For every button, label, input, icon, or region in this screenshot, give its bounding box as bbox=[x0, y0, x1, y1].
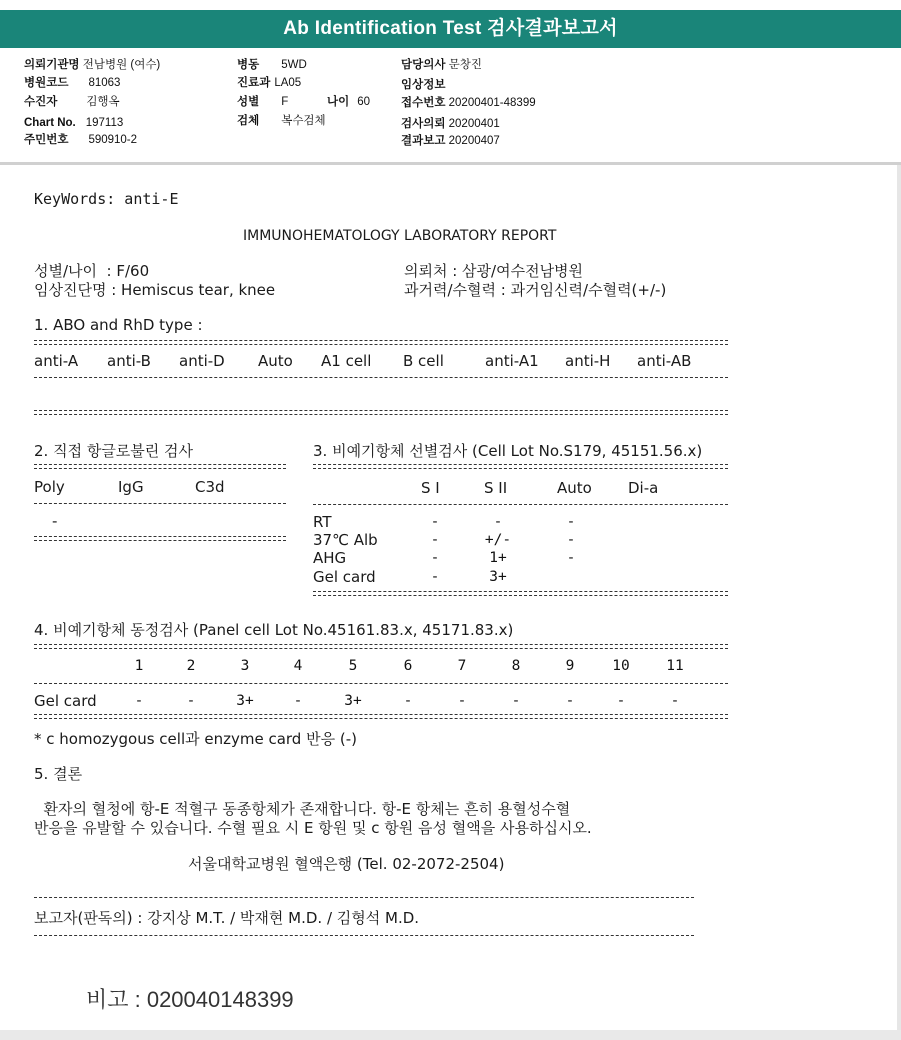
resident-value: 590910-2 bbox=[88, 134, 138, 146]
panel-col-2: 2 bbox=[186, 658, 196, 674]
panel-value-11: - bbox=[670, 693, 680, 709]
screen-header-s1: S I bbox=[421, 479, 440, 497]
panel-value-4: - bbox=[293, 693, 303, 709]
single-rule bbox=[34, 897, 694, 898]
request-row bbox=[401, 117, 500, 131]
panel-col-10: 10 bbox=[612, 658, 630, 674]
ward-label: 병동 bbox=[237, 59, 260, 71]
blood-bank-line: 서울대학교병원 혈액은행 (Tel. 02-2072-2504) bbox=[188, 855, 505, 873]
specimen-label: 검체 bbox=[237, 115, 260, 127]
single-rule bbox=[34, 377, 728, 378]
hospital-code-value: 81063 bbox=[88, 77, 121, 89]
screen-header-s2: S II bbox=[484, 479, 508, 497]
section5-title: 5. 결론 bbox=[34, 765, 83, 783]
double-rule bbox=[34, 410, 728, 415]
abo-header-a1-cell: A1 cell bbox=[321, 352, 372, 370]
receipt-label: 접수번호 bbox=[401, 97, 446, 109]
double-rule bbox=[34, 644, 728, 649]
hospital-code-row bbox=[24, 76, 120, 90]
screen-cell: - bbox=[566, 550, 576, 566]
panel-note: * c homozygous cell과 enzyme card 반응 (-) bbox=[34, 730, 357, 748]
chart-label: Chart No. bbox=[24, 117, 76, 129]
abo-header-anti-b: anti-B bbox=[107, 352, 151, 370]
double-rule bbox=[34, 340, 728, 345]
doctor-row bbox=[401, 58, 482, 72]
patient-label: 수진자 bbox=[24, 96, 58, 108]
screen-header-auto: Auto bbox=[557, 479, 592, 497]
single-rule bbox=[34, 935, 694, 936]
panel-value-2: - bbox=[186, 693, 196, 709]
chart-value: 197113 bbox=[85, 117, 124, 129]
panel-value-7: - bbox=[457, 693, 467, 709]
ward-row bbox=[237, 58, 307, 72]
result-row bbox=[401, 134, 500, 148]
diagnosis-line: 임상진단명 : Hemiscus tear, knee bbox=[34, 281, 276, 299]
lab-report-title: IMMUNOHEMATOLOGY LABORATORY REPORT bbox=[243, 228, 557, 244]
institution-value: 전남병원 (여수) bbox=[82, 59, 161, 71]
abo-header-anti-a: anti-A bbox=[34, 352, 79, 370]
conclusion-line-2: 반응을 유발할 수 있습니다. 수혈 필요 시 E 항원 및 c 항원 음성 혈액을 사용하십시오. bbox=[34, 819, 592, 837]
sex-value: F bbox=[281, 96, 289, 108]
screen-cell: - bbox=[493, 514, 503, 530]
receipt-value: 20200401-48399 bbox=[448, 97, 536, 109]
hospital-code-label: 병원코드 bbox=[24, 77, 69, 89]
screen-header-dia: Di-a bbox=[628, 479, 659, 497]
screen-cell: 1+ bbox=[489, 550, 507, 566]
screen-cell: +/- bbox=[484, 532, 512, 548]
chart-row bbox=[24, 116, 123, 130]
institution-row bbox=[24, 58, 160, 72]
specimen-value: 복수검체 bbox=[281, 115, 326, 127]
institution-label: 의뢰기관명 bbox=[24, 59, 80, 71]
dept-row bbox=[237, 76, 301, 90]
right-edge bbox=[897, 165, 901, 1040]
abo-header-auto: Auto bbox=[258, 352, 293, 370]
panel-col-4: 4 bbox=[293, 658, 303, 674]
panel-col-1: 1 bbox=[134, 658, 144, 674]
keywords: KeyWords: anti-E bbox=[34, 190, 179, 208]
single-rule bbox=[34, 683, 728, 684]
dat-value: - bbox=[52, 512, 58, 530]
single-rule bbox=[313, 504, 728, 505]
sex-row bbox=[237, 95, 288, 109]
reporters-line: 보고자(판독의) : 강지상 M.T. / 박재현 M.D. / 김형석 M.D. bbox=[34, 909, 420, 927]
conclusion-line-1: 환자의 혈청에 항-E 적혈구 동종항체가 존재합니다. 항-E 항체는 흔히 용혈성수혈 bbox=[34, 800, 571, 818]
history-line: 과거력/수혈력 : 과거임신력/수혈력(+/-) bbox=[404, 281, 667, 299]
dept-label: 진료과 bbox=[237, 77, 271, 89]
dat-header-c3d: C3d bbox=[195, 478, 225, 496]
abo-header-anti-h: anti-H bbox=[565, 352, 611, 370]
single-rule bbox=[34, 503, 286, 504]
doctor-value: 문창진 bbox=[448, 59, 482, 71]
section2-title: 2. 직접 항글로불린 검사 bbox=[34, 442, 194, 460]
double-rule bbox=[34, 536, 286, 541]
request-label: 검사의뢰 bbox=[401, 118, 446, 130]
age-label: 나이 bbox=[327, 96, 350, 108]
age-value: 60 bbox=[357, 96, 371, 108]
section3-title: 3. 비예기항체 선별검사 (Cell Lot No.S179, 45151.56.x) bbox=[313, 442, 703, 460]
panel-value-10: - bbox=[616, 693, 626, 709]
report-title: Ab Identification Test 검사결과보고서 bbox=[0, 10, 901, 48]
screen-row-label: 37℃ Alb bbox=[313, 531, 378, 549]
panel-row-label: Gel card bbox=[34, 692, 97, 710]
double-rule bbox=[313, 464, 728, 469]
screen-cell: - bbox=[566, 532, 576, 548]
panel-col-3: 3 bbox=[240, 658, 250, 674]
panel-col-6: 6 bbox=[403, 658, 413, 674]
sex-age-line: 성별/나이 : F/60 bbox=[34, 262, 150, 280]
double-rule bbox=[34, 714, 728, 719]
screen-row-label: Gel card bbox=[313, 568, 376, 586]
patient-row bbox=[24, 95, 120, 109]
panel-col-5: 5 bbox=[348, 658, 358, 674]
panel-col-7: 7 bbox=[457, 658, 467, 674]
referrer-line: 의뢰처 : 삼광/여수전남병원 bbox=[404, 262, 584, 280]
clinical-row bbox=[401, 78, 445, 92]
request-value: 20200401 bbox=[448, 118, 500, 130]
double-rule bbox=[34, 464, 286, 469]
dept-value: LA05 bbox=[274, 77, 302, 89]
screen-row-label: AHG bbox=[313, 549, 347, 567]
section1-title: 1. ABO and RhD type : bbox=[34, 316, 203, 334]
screen-row-label: RT bbox=[313, 513, 332, 531]
section4-title: 4. 비예기항체 동정검사 (Panel cell Lot No.45161.83.x, 45171.83.x) bbox=[34, 621, 514, 639]
remark-line: 비고 : 020040148399 bbox=[86, 987, 294, 1012]
age-row bbox=[327, 95, 370, 109]
screen-cell: - bbox=[566, 514, 576, 530]
screen-cell: - bbox=[430, 514, 440, 530]
panel-value-6: - bbox=[403, 693, 413, 709]
panel-value-5: 3+ bbox=[344, 693, 362, 709]
panel-value-9: - bbox=[565, 693, 575, 709]
header-divider bbox=[0, 162, 901, 165]
screen-cell: 3+ bbox=[489, 569, 507, 585]
dat-header-poly: Poly bbox=[34, 478, 65, 496]
clinical-label: 임상정보 bbox=[401, 79, 446, 91]
specimen-row bbox=[237, 114, 326, 128]
abo-header-anti-ab: anti-AB bbox=[637, 352, 692, 370]
patient-value: 김행옥 bbox=[86, 96, 120, 108]
abo-header-b-cell: B cell bbox=[403, 352, 444, 370]
panel-value-8: - bbox=[511, 693, 521, 709]
result-value: 20200407 bbox=[448, 135, 500, 147]
sex-label: 성별 bbox=[237, 96, 260, 108]
resident-label: 주민번호 bbox=[24, 134, 69, 146]
screen-cell: - bbox=[430, 569, 440, 585]
dat-header-igg: IgG bbox=[118, 478, 144, 496]
doctor-label: 담당의사 bbox=[401, 59, 446, 71]
abo-header-anti-d: anti-D bbox=[179, 352, 225, 370]
bottom-edge bbox=[0, 1030, 901, 1040]
panel-value-3: 3+ bbox=[236, 693, 254, 709]
screen-cell: - bbox=[430, 550, 440, 566]
panel-value-1: - bbox=[134, 693, 144, 709]
panel-col-11: 11 bbox=[666, 658, 684, 674]
receipt-row bbox=[401, 96, 536, 110]
screen-cell: - bbox=[430, 532, 440, 548]
result-label: 결과보고 bbox=[401, 135, 446, 147]
ward-value: 5WD bbox=[281, 59, 307, 71]
abo-header-anti-a1: anti-A1 bbox=[485, 352, 539, 370]
resident-row bbox=[24, 133, 137, 147]
panel-col-8: 8 bbox=[511, 658, 521, 674]
double-rule bbox=[313, 591, 728, 596]
panel-col-9: 9 bbox=[565, 658, 575, 674]
